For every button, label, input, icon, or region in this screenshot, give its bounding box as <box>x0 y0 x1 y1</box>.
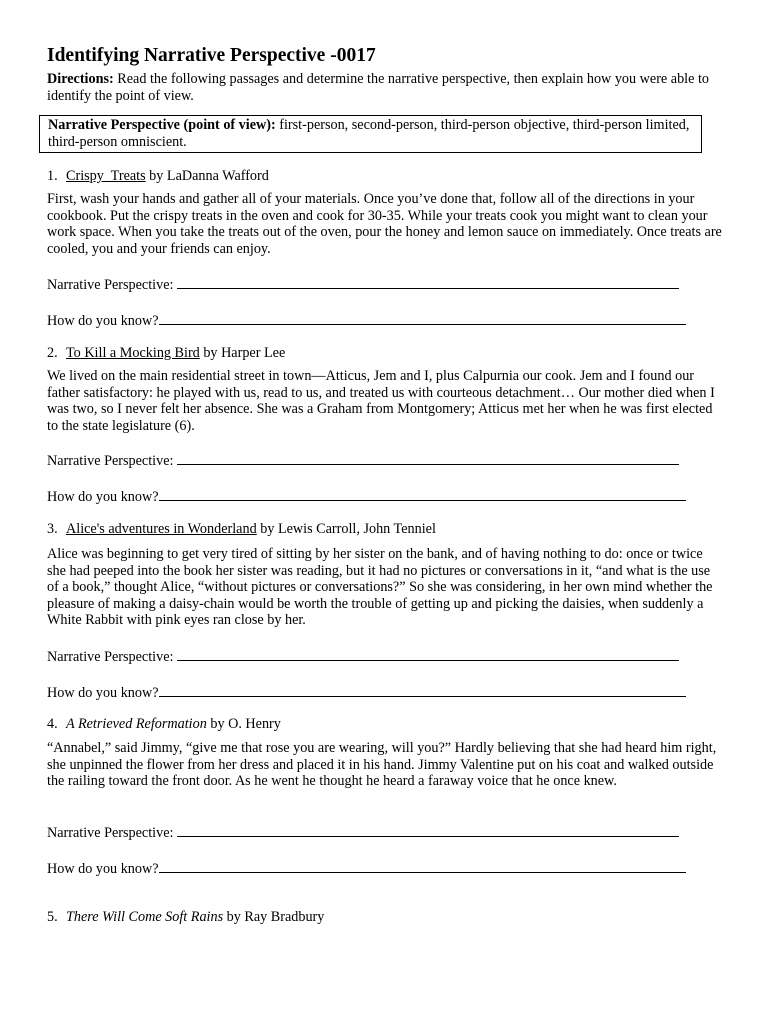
page-title: Identifying Narrative Perspective -0017 <box>47 45 376 66</box>
item-title: There Will Come Soft Rains <box>66 909 224 925</box>
item-title: Alice's adventures in Wonderland <box>66 521 257 537</box>
item-4-passage: “Annabel,” said Jimmy, “give me that rose you are wearing, will you?” Hardly believing that she had heard him right, she unpinned the flower from her dress and placed it in his hand. Jimmy Valentine put on his coat and walked outside the railing toward the front door. As he went he thought he heard a faraway voice that he once knew. <box>47 740 717 790</box>
perspective-answer-blank[interactable] <box>177 823 679 837</box>
item-author: by LaDanna Wafford <box>149 168 269 184</box>
item-1-how-line <box>47 311 686 330</box>
item-3-perspective-line <box>47 647 679 666</box>
perspective-answer-blank[interactable] <box>177 647 679 661</box>
directions-label: Directions: <box>47 71 114 87</box>
item-title: Crispy Treats <box>66 168 146 184</box>
item-author: by Lewis Carroll, John Tenniel <box>260 521 436 537</box>
how-answer-blank[interactable] <box>159 859 686 873</box>
perspective-label: Narrative Perspective: <box>47 825 174 841</box>
item-number: 3. <box>47 521 58 537</box>
item-1-heading <box>47 168 269 185</box>
item-4-heading <box>47 716 281 733</box>
item-number: 2. <box>47 345 58 361</box>
item-2-how-line <box>47 487 686 506</box>
how-answer-blank[interactable] <box>159 683 686 697</box>
item-title: A Retrieved Reformation <box>66 716 207 732</box>
item-author: by Harper Lee <box>203 345 286 361</box>
directions <box>47 71 719 104</box>
perspective-label: Narrative Perspective: <box>47 453 174 469</box>
perspective-label: Narrative Perspective: <box>47 277 174 293</box>
how-label: How do you know? <box>47 685 159 701</box>
how-answer-blank[interactable] <box>159 487 686 501</box>
how-label: How do you know? <box>47 313 159 329</box>
item-title: To Kill a Mocking Bird <box>66 345 200 361</box>
item-number: 1. <box>47 168 58 184</box>
item-3-how-line <box>47 683 686 702</box>
item-number: 4. <box>47 716 58 732</box>
item-4-perspective-line <box>47 823 679 842</box>
perspective-answer-blank[interactable] <box>177 275 679 289</box>
item-author: by Ray Bradbury <box>226 909 325 925</box>
item-5-heading <box>47 909 324 926</box>
definition-box <box>39 115 702 153</box>
item-2-passage: We lived on the main residential street in town—Atticus, Jem and I, plus Calpurnia our cook. Jem and I found our father satisfactory: he played with us, read to us, and treated us with courteous detachment… Our mother died when I was two, so I never felt her absence. She was a Graham from Montgomery; Atticus met her when he was first elected to the state legislature (6). <box>47 368 715 434</box>
how-label: How do you know? <box>47 861 159 877</box>
item-number: 5. <box>47 909 58 925</box>
definition-label: Narrative Perspective (point of view): <box>48 117 276 133</box>
item-1-perspective-line <box>47 275 679 294</box>
item-4-how-line <box>47 859 686 878</box>
how-label: How do you know? <box>47 489 159 505</box>
item-1-passage: First, wash your hands and gather all of your materials. Once you’ve done that, follow all of the directions in your cookbook. Put the crispy treats in the oven and cook for 30-35. While your treats cook you might want to clean your work space. When you take the treats out of the oven, pour the honey and lemon sauce on immediately. Once treats are cooled, you and your friends can enjoy. <box>47 191 722 257</box>
item-author: by O. Henry <box>210 716 281 732</box>
directions-text: Read the following passages and determine the narrative perspective, then explain how you were able to identify the point of view. <box>47 71 709 104</box>
how-answer-blank[interactable] <box>159 311 686 325</box>
perspective-answer-blank[interactable] <box>177 451 679 465</box>
item-3-heading <box>47 521 436 538</box>
item-2-perspective-line <box>47 451 679 470</box>
definition-text: first-person, second-person, third-person objective, third-person limited, third-person omniscient. <box>48 117 690 150</box>
item-2-heading <box>47 345 285 362</box>
item-3-passage: Alice was beginning to get very tired of sitting by her sister on the bank, and of having nothing to do: once or twice she had peeped into the book her sister was reading, but it had no pictures or conversations in it, “and what is the use of a book,” thought Alice, “without pictures or conversations?” So she was considering, in her own mind whether the pleasure of making a daisy-chain would be worth the trouble of getting up and picking the daisies, when suddenly a White Rabbit with pink eyes ran close by her. <box>47 546 713 629</box>
perspective-label: Narrative Perspective: <box>47 649 174 665</box>
